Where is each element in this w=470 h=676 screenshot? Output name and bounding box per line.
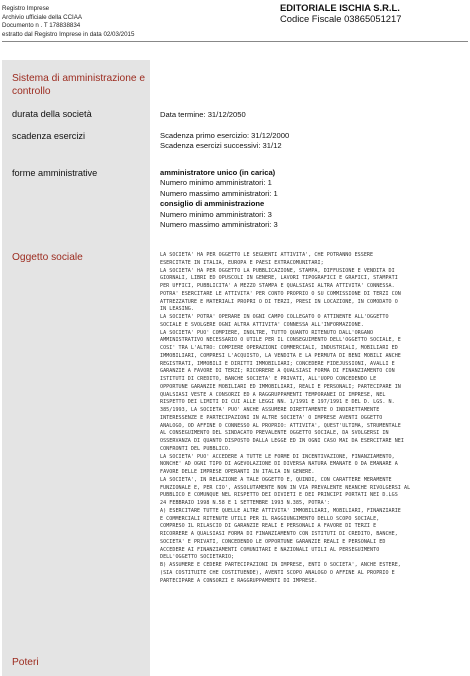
document-number: Documento n . T 178838834: [2, 22, 81, 30]
termination-date: Data termine: 31/12/2050: [160, 110, 246, 119]
admin-form-line: Numero massimo amministratori: 3: [160, 220, 278, 230]
registry-header: [2, 5, 134, 39]
admin-form-line: Numero minimo amministratori: 3: [160, 209, 272, 219]
oggetto-line: LA SOCIETA' POTRA' OPERARE IN OGNI CAMPO COLLEGATO O ATTINENTE ALL'OGGETTO: [160, 314, 389, 320]
oggetto-line: GARANZIE A FAVORE DI TERZI; RICORRERE A QUALSIASI FORMA DI FINANZIAMENTO CON: [160, 368, 395, 375]
oggetto-line: INTERESSENZE E PARTECIPAZIONI IN ALTRE SOCIETA' O IMPRESE AVENTI OGGETTO: [160, 414, 383, 421]
oggetto-line: RISPETTO DEI LIMITI DI CUI ALLE LEGGI NN. 1/1991 E 197/1991 E DEL D. LGS. N.: [160, 399, 395, 406]
oggetto-line: AMMINISTRATIVO NECESSARIO O UTILE PER IL CONSEGUIMENTO DELL'OGGETTO SOCIALE, E: [160, 337, 401, 344]
oggetto-line: QUALSIASI VESTE A CONSORZI ED A RAGGRUPPAMENTI TEMPORANEI DI IMPRESE, NEL: [160, 391, 386, 398]
oggetto-line: SOCIALE E SVOLGERE OGNI ALTRA ATTIVITA' CONNESSA ALL'INFORMAZIONE.: [160, 321, 364, 328]
first-fiscal-year: Scadenza primo esercizio: 31/12/2000: [160, 131, 290, 140]
oggetto-line: REGISTRATI, IMMOBILI E DIRITTI IMMOBILIARI; CONCEDERE FIDEJUSSIONI, AVALLI E: [160, 360, 395, 367]
oggetto-line: OSSERVANZA DI QUANTO DISPOSTO DALLA LEGGE ED IN OGNI CASO MAI DA ESERCITARE NEI: [160, 438, 404, 444]
fiscal-code: Codice Fiscale 03865051217: [280, 13, 402, 24]
oggetto-line: POTRA' ESERCITARE LE ATTIVITA' PER CONTO PROPRIO O SU COMMISSIONE DI TERZI CON: [160, 290, 401, 297]
oggetto-line: B) ASSUMERE E CEDERE PARTECIPAZIONI IN IMPRESE, ENTI O SOCIETA', ANCHE ESTERE,: [160, 562, 401, 568]
oggetto-line: OPPORTUNE GARANZIE MOBILIARI ED IMMOBILIARI, REALI E PERSONALI; PARTECIPARE IN: [160, 383, 401, 390]
registry-line: Archivio ufficiale della CCIAA: [2, 13, 83, 21]
label-durata: durata della società: [12, 109, 92, 119]
oggetto-line: CONFRONTI DEL PUBBLICO.: [160, 445, 232, 452]
oggetto-sociale-text: [160, 252, 466, 585]
oggetto-line: ANALOGO, OD AFFINE O CONNESSO AL PROPRIO: ATTIVITA', QUEST'ULTIMA, STRUMENTALE: [160, 422, 401, 429]
header-divider: [2, 41, 468, 42]
admin-form-line: Numero minimo amministratori: 1: [160, 178, 272, 188]
oggetto-line: NONCHE' AD OGNI TIPO DI AGEVOLAZIONE DI DIVERSA NATURA EMANATE O DA EMANARE A: [160, 461, 398, 468]
oggetto-line: DELL'OGGETTO SOCIETARIO;: [160, 554, 235, 561]
oggetto-line: RICORRERE A QUALSIASI FORMA DI FINANZIAMENTO CON ISTITUTI DI CREDITO, BANCHE,: [160, 531, 398, 537]
oggetto-line: SOCIETA' E PRIVATI, CONCEDENDO LE OPPORTUNE GARANZIE REALI E PERSONALI ED: [160, 538, 386, 545]
oggetto-line: IMMOBILIARI, COMPRESI L'ACQUISTO, LA VENDITA E LA PERMUTA DI BENI MOBILI ANCHE: [160, 352, 401, 359]
company-header: [280, 2, 401, 24]
oggetto-line: PER UFFICI, PUBBLICITA' A MEZZO STAMPA E QUALSIASI ALTRA ATTIVITA' CONNESSA.: [160, 283, 395, 289]
oggetto-line: IN LEASING.: [160, 306, 194, 313]
value-forme: [160, 168, 278, 230]
admin-form-heading: consiglio di amministrazione: [160, 199, 265, 209]
label-forme: forme amministrative: [12, 168, 98, 178]
oggetto-line: 24 FEBBRAIO 1998 N.58 E 1 SETTEMBRE 1993 N.385, POTRA':: [160, 500, 330, 506]
oggetto-line: FAVORE DELLE IMPRESE OPERANTI IN ITALIA IN GENERE.: [160, 469, 315, 475]
oggetto-line: ATTREZZATURE E MATERIALI PROPRI O DI TERZI, PRESI IN LOCAZIONE, IN COMODATO O: [160, 298, 398, 305]
company-name: EDITORIALE ISCHIA S.R.L.: [280, 2, 400, 13]
oggetto-line: ACCEDERE AI FINANZIAMENTI COMUNITARI E NAZIONALI UTILI AL PERSEGUIMENTO: [160, 546, 380, 553]
value-scadenza: [160, 131, 289, 152]
section-title-oggetto: Oggetto sociale: [12, 252, 83, 263]
registry-line: Registro Imprese: [2, 5, 50, 12]
label-scadenza: scadenza esercizi: [12, 131, 86, 141]
oggetto-line: AL CONSEGUIMENTO DEL SINDACATO PREVALENTE OGGETTO SOCIALE, DA SVOLGERSI IN: [160, 430, 389, 437]
admin-form-line: Numero massimo amministratori: 1: [160, 188, 278, 198]
section-title-poteri: Poteri: [12, 657, 39, 668]
oggetto-line: FUNZIONALE E, PER CIO', ASSOLUTAMENTE NON IN VIA PREVALENTE NEANCHE RIVOLGERSI AL: [160, 484, 411, 491]
oggetto-line: PARTECIPARE A CONSORZI E RAGGRUPPAMENTI DI IMPRESE.: [160, 577, 318, 584]
oggetto-line: GIORNALI, LIBRI ED OPUSCOLI IN GENERE, LAVORI TIPOGRAFICI E GRAFICI, STAMPATI: [160, 275, 398, 282]
oggetto-line: LA SOCIETA' PUO' ACCEDERE A TUTTE LE FORME DI INCENTIVAZIONE, FINANZIAMENTO,: [160, 453, 395, 460]
oggetto-line: ESERCITATE IN ITALIA, EUROPA E PAESI EXTRACOMUNITARI;: [160, 259, 324, 266]
oggetto-line: COMPRESO IL RILASCIO DI GARANZIE REALI E PERSONALI A FAVORE DI TERZI E: [160, 523, 377, 530]
oggetto-line: LA SOCIETA' HA PER OGGETTO LE SEGUENTI ATTIVITA', CHE POTRANNO ESSERE: [160, 252, 374, 258]
oggetto-line: LA SOCIETA' HA PER OGGETTO LA PUBBLICAZIONE, STAMPA, DIFFUSIONE E VENDITA DI: [160, 267, 395, 274]
oggetto-line: (SIA COSTITUITE CHE COSTITUENDE), AVENTI SCOPO ANALOGO O AFFINE AL PROPRIO E: [160, 569, 395, 576]
oggetto-line: COSI' TRA L'ALTRO: COMPIERE OPERAZIONI COMMERCIALI, INDUSTRIALI, MOBILIARI ED: [160, 345, 398, 351]
oggetto-line: A) ESERCITARE TUTTE QUELLE ALTRE ATTIVITA' IMMOBILIARI, MOBILIARI, FINANZIARIE: [160, 507, 401, 514]
oggetto-line: LA SOCIETA' PUO' COMPIERE, INOLTRE, TUTTO QUANTO RITENUTO DALL'ORGANO: [160, 329, 374, 336]
oggetto-line: ISTITUTI DI CREDITO, BANCHE SOCIETA' E PRIVATI, ALL'UOPO CONCEDENDO LE: [160, 376, 377, 382]
oggetto-line: PUBBLICO E COMUNQUE NEL RISPETTO DEI DIVIETI E DEI PRINCIPI PORTATI NEI D.LGS: [160, 492, 398, 499]
subsequent-fiscal-years: Scadenza esercizi successivi: 31/12: [160, 141, 282, 151]
section-title-administration: Sistema di amministrazione e controllo: [12, 73, 146, 97]
oggetto-line: E COMMERCIALI RITENUTE UTILI PER IL RAGGIUNGIMENTO DELLO SCOPO SOCIALE,: [160, 515, 380, 522]
extract-date: estratto dal Registro Imprese in data 02/03/2015: [2, 30, 135, 38]
left-sidebar: [2, 60, 150, 676]
admin-form-heading: amministratore unico (in carica): [160, 168, 276, 177]
value-durata: [160, 110, 246, 120]
oggetto-line: LA SOCIETA', IN RELAZIONE A TALE OGGETTO E, QUINDI, CON CARATTERE MERAMENTE: [160, 476, 392, 483]
oggetto-line: 385/1993, LA SOCIETA' PUO' ANCHE ASSUMERE DIRETTAMENTE O INDIRETTAMENTE: [160, 407, 380, 413]
